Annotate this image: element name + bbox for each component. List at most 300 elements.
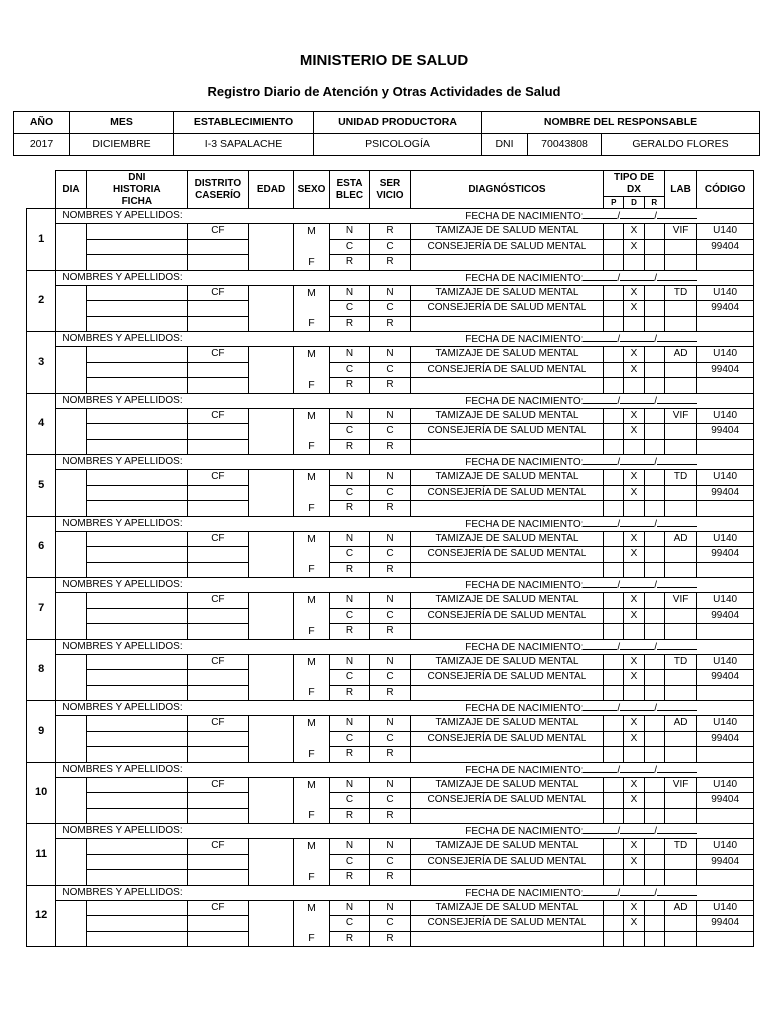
tipo-d-cell: X (624, 593, 644, 609)
lab-cell (664, 255, 696, 271)
dni-cell (86, 485, 187, 501)
dia-cell (56, 224, 86, 271)
lab-cell (664, 793, 696, 809)
label-mes: MES (70, 112, 174, 134)
codigo-cell: U140 (697, 224, 754, 240)
nombres-label: NOMBRES Y APELLIDOS: (56, 885, 410, 900)
dni-cell (86, 731, 187, 747)
tipo-p-cell (604, 808, 624, 824)
dia-cell (56, 900, 86, 947)
distrito-cell (187, 501, 248, 517)
codigo-cell: 99404 (697, 854, 754, 870)
esta-cell: R (329, 808, 370, 824)
fecha-nacimiento: FECHA DE NACIMIENTO: / / (410, 824, 753, 839)
tipo-r-cell (644, 670, 664, 686)
nombres-label: NOMBRES Y APELLIDOS: (56, 578, 410, 593)
sexo-cell (294, 608, 329, 624)
ser-cell: R (370, 870, 411, 886)
tipo-d-cell (624, 439, 644, 455)
col-edad: EDAD (248, 171, 294, 209)
tipo-r-cell (644, 531, 664, 547)
tipo-r-cell (644, 731, 664, 747)
distrito-cell (187, 547, 248, 563)
col-establecimiento: ESTA BLEC (329, 171, 370, 209)
esta-cell: N (329, 470, 370, 486)
esta-cell: R (329, 870, 370, 886)
distrito-cell (187, 731, 248, 747)
tipo-r-cell (644, 624, 664, 640)
dni-cell (86, 424, 187, 440)
record-5-line-3 (27, 501, 754, 517)
sexo-cell: F (294, 747, 329, 763)
tipo-p-cell (604, 470, 624, 486)
distrito-cell (187, 916, 248, 932)
lab-cell: TD (664, 285, 696, 301)
dia-cell (56, 716, 86, 763)
record-8-name-row (27, 639, 754, 654)
tipo-p-cell (604, 501, 624, 517)
record-number: 12 (27, 885, 56, 947)
ser-cell: R (370, 747, 411, 763)
nombres-label: NOMBRES Y APELLIDOS: (56, 332, 410, 347)
record-4-name-row (27, 393, 754, 408)
tipo-d-cell (624, 870, 644, 886)
tipo-p-cell (604, 301, 624, 317)
nombres-label: NOMBRES Y APELLIDOS: (56, 209, 410, 224)
ser-cell: R (370, 501, 411, 517)
tipo-r-cell (644, 255, 664, 271)
sexo-cell: F (294, 685, 329, 701)
ser-cell: C (370, 670, 411, 686)
diagnostico-cell: CONSEJERÍA DE SALUD MENTAL (410, 485, 603, 501)
record-9-line-3 (27, 747, 754, 763)
sexo-cell: M (294, 900, 329, 916)
ser-cell: N (370, 408, 411, 424)
diagnostico-cell: TAMIZAJE DE SALUD MENTAL (410, 900, 603, 916)
record-number: 1 (27, 209, 56, 271)
sexo-cell: M (294, 347, 329, 363)
dni-cell (86, 916, 187, 932)
value-mes: DICIEMBRE (70, 134, 174, 156)
diagnostico-cell (410, 562, 603, 578)
record-2-name-row (27, 270, 754, 285)
nombres-label: NOMBRES Y APELLIDOS: (56, 270, 410, 285)
record-2-line-3 (27, 316, 754, 332)
esta-cell: N (329, 531, 370, 547)
dni-cell (86, 839, 187, 855)
dni-cell (86, 900, 187, 916)
esta-cell: C (329, 301, 370, 317)
tipo-p-cell (604, 378, 624, 394)
edad-cell (248, 470, 294, 517)
col-tipo-d: D (624, 197, 644, 209)
value-establecimiento: I-3 SAPALACHE (174, 134, 314, 156)
diagnostico-cell (410, 255, 603, 271)
codigo-cell (697, 562, 754, 578)
codigo-cell: U140 (697, 285, 754, 301)
diagnostico-cell (410, 685, 603, 701)
tipo-p-cell (604, 255, 624, 271)
record-12-line-2 (27, 916, 754, 932)
codigo-cell (697, 808, 754, 824)
document-subtitle: Registro Diario de Atención y Otras Actividades de Salud (207, 84, 561, 99)
ser-cell: C (370, 854, 411, 870)
codigo-cell (697, 931, 754, 947)
record-12-line-1 (27, 900, 754, 916)
tipo-d-cell: X (624, 285, 644, 301)
col-tipo-dx: TIPO DE DX (604, 171, 665, 197)
distrito-cell (187, 378, 248, 394)
distrito-cell (187, 439, 248, 455)
tipo-r-cell (644, 424, 664, 440)
esta-cell: C (329, 608, 370, 624)
record-number: 6 (27, 516, 56, 578)
sexo-cell: M (294, 285, 329, 301)
dia-cell (56, 531, 86, 578)
diagnostico-cell (410, 808, 603, 824)
record-12-line-3 (27, 931, 754, 947)
dni-cell (86, 562, 187, 578)
tipo-p-cell (604, 347, 624, 363)
esta-cell: C (329, 670, 370, 686)
ser-cell: C (370, 239, 411, 255)
record-4-line-1 (27, 408, 754, 424)
diagnostico-cell: CONSEJERÍA DE SALUD MENTAL (410, 916, 603, 932)
ser-cell: R (370, 255, 411, 271)
lab-cell (664, 301, 696, 317)
tipo-d-cell (624, 316, 644, 332)
esta-cell: N (329, 593, 370, 609)
tipo-p-cell (604, 285, 624, 301)
esta-cell: N (329, 347, 370, 363)
record-number: 4 (27, 393, 56, 455)
tipo-p-cell (604, 747, 624, 763)
tipo-p-cell (604, 670, 624, 686)
esta-cell: C (329, 239, 370, 255)
dni-cell (86, 808, 187, 824)
distrito-cell (187, 624, 248, 640)
tipo-p-cell (604, 562, 624, 578)
sexo-cell: M (294, 777, 329, 793)
diagnostico-cell: CONSEJERÍA DE SALUD MENTAL (410, 362, 603, 378)
distrito-cell: CF (187, 900, 248, 916)
diagnostico-cell (410, 378, 603, 394)
sexo-cell: F (294, 562, 329, 578)
codigo-cell: U140 (697, 531, 754, 547)
tipo-p-cell (604, 854, 624, 870)
record-10-line-1 (27, 777, 754, 793)
sexo-cell: F (294, 624, 329, 640)
dni-cell (86, 931, 187, 947)
tipo-r-cell (644, 685, 664, 701)
record-2-line-1 (27, 285, 754, 301)
dni-cell (86, 670, 187, 686)
dia-cell (56, 654, 86, 701)
record-10-line-3 (27, 808, 754, 824)
tipo-p-cell (604, 685, 624, 701)
codigo-cell (697, 747, 754, 763)
document-title: MINISTERIO DE SALUD (299, 52, 469, 69)
diagnostico-cell (410, 624, 603, 640)
lab-cell (664, 378, 696, 394)
diagnostico-cell (410, 439, 603, 455)
tipo-r-cell (644, 608, 664, 624)
distrito-cell (187, 854, 248, 870)
ser-cell: C (370, 547, 411, 563)
fecha-nacimiento: FECHA DE NACIMIENTO: / / (410, 701, 753, 716)
distrito-cell (187, 316, 248, 332)
sexo-cell: M (294, 654, 329, 670)
tipo-d-cell (624, 808, 644, 824)
diagnostico-cell: CONSEJERÍA DE SALUD MENTAL (410, 793, 603, 809)
distrito-cell (187, 808, 248, 824)
ser-cell: N (370, 839, 411, 855)
edad-cell (248, 224, 294, 271)
codigo-cell: 99404 (697, 731, 754, 747)
tipo-p-cell (604, 793, 624, 809)
sexo-cell (294, 239, 329, 255)
record-number: 10 (27, 762, 56, 824)
record-3-line-3 (27, 378, 754, 394)
distrito-cell: CF (187, 531, 248, 547)
ser-cell: C (370, 916, 411, 932)
ser-cell: R (370, 224, 411, 240)
value-dni-label: DNI (482, 134, 528, 156)
codigo-cell: 99404 (697, 239, 754, 255)
codigo-cell: U140 (697, 654, 754, 670)
tipo-d-cell: X (624, 531, 644, 547)
esta-cell: R (329, 255, 370, 271)
lab-cell: VIF (664, 593, 696, 609)
codigo-cell: 99404 (697, 793, 754, 809)
esta-cell: C (329, 362, 370, 378)
distrito-cell (187, 747, 248, 763)
lab-cell: VIF (664, 777, 696, 793)
sexo-cell (294, 362, 329, 378)
fecha-nacimiento: FECHA DE NACIMIENTO: / / (410, 393, 753, 408)
esta-cell: C (329, 731, 370, 747)
dni-cell (86, 624, 187, 640)
sexo-cell (294, 301, 329, 317)
tipo-p-cell (604, 931, 624, 947)
tipo-d-cell (624, 747, 644, 763)
nombres-label: NOMBRES Y APELLIDOS: (56, 455, 410, 470)
tipo-p-cell (604, 777, 624, 793)
distrito-cell (187, 670, 248, 686)
esta-cell: N (329, 224, 370, 240)
tipo-r-cell (644, 839, 664, 855)
ser-cell: R (370, 624, 411, 640)
tipo-r-cell (644, 285, 664, 301)
diagnostico-cell: CONSEJERÍA DE SALUD MENTAL (410, 854, 603, 870)
dni-cell (86, 608, 187, 624)
sexo-cell: F (294, 316, 329, 332)
record-8-line-2 (27, 670, 754, 686)
tipo-d-cell: X (624, 301, 644, 317)
lab-cell (664, 916, 696, 932)
dni-cell (86, 854, 187, 870)
sexo-cell: M (294, 470, 329, 486)
tipo-p-cell (604, 531, 624, 547)
tipo-d-cell: X (624, 670, 644, 686)
tipo-p-cell (604, 408, 624, 424)
codigo-cell (697, 316, 754, 332)
record-3-line-2 (27, 362, 754, 378)
diagnostico-cell: TAMIZAJE DE SALUD MENTAL (410, 408, 603, 424)
tipo-d-cell (624, 378, 644, 394)
record-1-line-2 (27, 239, 754, 255)
record-number: 9 (27, 701, 56, 763)
lab-cell (664, 316, 696, 332)
distrito-cell: CF (187, 285, 248, 301)
sexo-cell: M (294, 531, 329, 547)
record-11-line-2 (27, 854, 754, 870)
record-number: 2 (27, 270, 56, 332)
record-12-name-row (27, 885, 754, 900)
lab-cell (664, 854, 696, 870)
tipo-p-cell (604, 316, 624, 332)
value-responsable: GERALDO FLORES (602, 134, 760, 156)
tipo-r-cell (644, 562, 664, 578)
ser-cell: N (370, 285, 411, 301)
sexo-cell (294, 485, 329, 501)
tipo-r-cell (644, 916, 664, 932)
diagnostico-cell: CONSEJERÍA DE SALUD MENTAL (410, 608, 603, 624)
tipo-p-cell (604, 239, 624, 255)
tipo-d-cell: X (624, 224, 644, 240)
col-tipo-p: P (604, 197, 624, 209)
record-number: 8 (27, 639, 56, 701)
diagnostico-cell: CONSEJERÍA DE SALUD MENTAL (410, 670, 603, 686)
tipo-d-cell: X (624, 608, 644, 624)
diagnostico-cell (410, 747, 603, 763)
diagnostico-cell: CONSEJERÍA DE SALUD MENTAL (410, 424, 603, 440)
lab-cell (664, 424, 696, 440)
lab-cell: TD (664, 839, 696, 855)
lab-cell (664, 362, 696, 378)
esta-cell: N (329, 408, 370, 424)
dni-cell (86, 685, 187, 701)
dni-cell (86, 747, 187, 763)
tipo-d-cell: X (624, 900, 644, 916)
dni-cell (86, 239, 187, 255)
esta-cell: C (329, 793, 370, 809)
lab-cell (664, 870, 696, 886)
sexo-cell: F (294, 870, 329, 886)
fecha-nacimiento: FECHA DE NACIMIENTO: / / (410, 516, 753, 531)
edad-cell (248, 900, 294, 947)
ser-cell: R (370, 439, 411, 455)
tipo-r-cell (644, 808, 664, 824)
sexo-cell (294, 424, 329, 440)
ser-cell: N (370, 900, 411, 916)
tipo-p-cell (604, 224, 624, 240)
esta-cell: R (329, 562, 370, 578)
tipo-p-cell (604, 424, 624, 440)
lab-cell (664, 624, 696, 640)
distrito-cell: CF (187, 347, 248, 363)
record-9-line-2 (27, 731, 754, 747)
fecha-nacimiento: FECHA DE NACIMIENTO: / / (410, 209, 753, 224)
distrito-cell (187, 562, 248, 578)
tipo-r-cell (644, 362, 664, 378)
distrito-cell (187, 255, 248, 271)
edad-cell (248, 285, 294, 332)
dni-cell (86, 654, 187, 670)
sexo-cell: M (294, 716, 329, 732)
record-5-name-row (27, 455, 754, 470)
tipo-r-cell (644, 239, 664, 255)
label-establecimiento: ESTABLECIMIENTO (174, 112, 314, 134)
tipo-d-cell: X (624, 839, 644, 855)
record-6-line-1 (27, 531, 754, 547)
codigo-cell: U140 (697, 347, 754, 363)
tipo-r-cell (644, 316, 664, 332)
tipo-d-cell: X (624, 239, 644, 255)
col-lab: LAB (664, 171, 696, 209)
sexo-cell (294, 916, 329, 932)
distrito-cell: CF (187, 408, 248, 424)
tipo-d-cell (624, 931, 644, 947)
dni-cell (86, 501, 187, 517)
tipo-p-cell (604, 731, 624, 747)
dni-cell (86, 285, 187, 301)
dni-cell (86, 378, 187, 394)
diagnostico-cell (410, 316, 603, 332)
tipo-d-cell: X (624, 777, 644, 793)
nombres-label: NOMBRES Y APELLIDOS: (56, 393, 410, 408)
tipo-p-cell (604, 900, 624, 916)
codigo-cell (697, 870, 754, 886)
dni-cell (86, 470, 187, 486)
fecha-nacimiento: FECHA DE NACIMIENTO: / / (410, 885, 753, 900)
tipo-r-cell (644, 900, 664, 916)
record-8-line-3 (27, 685, 754, 701)
tipo-p-cell (604, 362, 624, 378)
codigo-cell: U140 (697, 408, 754, 424)
tipo-d-cell (624, 255, 644, 271)
lab-cell: AD (664, 531, 696, 547)
tipo-p-cell (604, 439, 624, 455)
tipo-d-cell: X (624, 547, 644, 563)
esta-cell: C (329, 424, 370, 440)
lab-cell: VIF (664, 408, 696, 424)
dni-cell (86, 547, 187, 563)
diagnostico-cell: TAMIZAJE DE SALUD MENTAL (410, 654, 603, 670)
record-3-name-row (27, 332, 754, 347)
fecha-nacimiento: FECHA DE NACIMIENTO: / / (410, 639, 753, 654)
dia-cell (56, 777, 86, 824)
value-unidad-productora: PSICOLOGÍA (314, 134, 482, 156)
tipo-d-cell: X (624, 424, 644, 440)
ser-cell: C (370, 793, 411, 809)
record-2-line-2 (27, 301, 754, 317)
diagnostico-cell: TAMIZAJE DE SALUD MENTAL (410, 531, 603, 547)
dni-cell (86, 531, 187, 547)
dia-cell (56, 347, 86, 394)
record-number: 5 (27, 455, 56, 517)
codigo-cell: U140 (697, 716, 754, 732)
tipo-d-cell: X (624, 362, 644, 378)
label-responsable: NOMBRE DEL RESPONSABLE (482, 112, 760, 134)
edad-cell (248, 531, 294, 578)
tipo-r-cell (644, 777, 664, 793)
tipo-r-cell (644, 301, 664, 317)
dni-cell (86, 439, 187, 455)
ser-cell: N (370, 593, 411, 609)
ser-cell: N (370, 347, 411, 363)
edad-cell (248, 716, 294, 763)
